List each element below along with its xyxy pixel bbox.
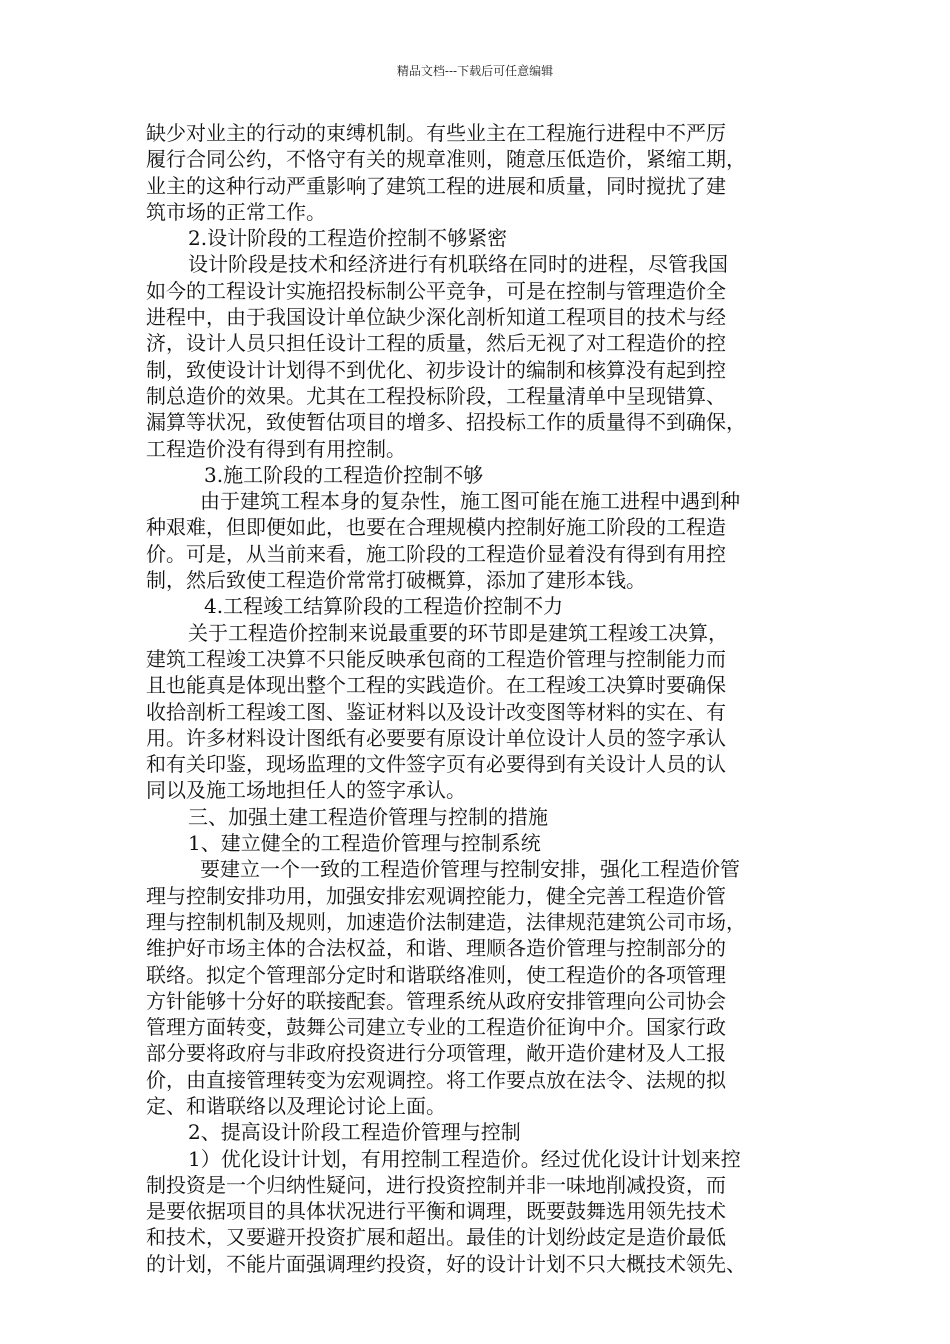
text-line: 和技术，又要避开投资扩展和超出。最佳的计划纷歧定是造价最低 — [146, 1225, 726, 1250]
text-line: 联络。拟定个管理部分定时和谐联络准则，使工程造价的各项管理 — [146, 962, 726, 987]
text-line: 1）优化设计计划，有用控制工程造价。经过优化设计计划来控 — [188, 1146, 741, 1171]
section-heading: 1、建立健全的工程造价管理与控制系统 — [188, 831, 541, 856]
text-line: 制总造价的效果。尤其在工程投标阶段，工程量清单中呈现错算、 — [146, 383, 726, 408]
text-line: 且也能真是体现出整个工程的实践造价。在工程竣工决算时要确保 — [146, 673, 726, 698]
text-line: 设计阶段是技术和经济进行有机联络在同时的进程，尽管我国 — [188, 252, 728, 277]
page-header: 精品文档---下载后可任意编辑 — [396, 64, 554, 78]
text-line: 同以及施工场地担任人的签字承认。 — [146, 778, 466, 803]
text-line: 制投资是一个归纳性疑问，进行投资控制并非一味地削减投资，而 — [146, 1172, 726, 1197]
text-line: 种艰难，但即便如此，也要在合理规模内控制好施工阶段的工程造 — [146, 515, 726, 540]
text-line: 进程中，由于我国设计单位缺少深化剖析知道工程项目的技术与经 — [146, 305, 726, 330]
section-heading: 3.施工阶段的工程造价控制不够 — [204, 462, 484, 487]
text-line: 业主的这种行动严重影响了建筑工程的进展和质量，同时搅扰了建 — [146, 173, 726, 198]
document-body — [146, 120, 806, 1277]
text-line: 用。许多材料设计图纸有必要要有原设计单位设计人员的签字承认 — [146, 725, 726, 750]
text-line: 的计划，不能片面强调理约投资，好的设计计划不只大概技术领先、 — [146, 1251, 746, 1276]
section-heading: 2、提高设计阶段工程造价管理与控制 — [188, 1120, 521, 1145]
section-heading: 三、加强土建工程造价管理与控制的措施 — [188, 804, 548, 829]
text-line: 建筑工程竣工决算不只能反映承包商的工程造价管理与控制能力而 — [146, 646, 726, 671]
text-line: 漏算等状况，致使暂估项目的增多、招投标工作的质量得不到确保， — [146, 410, 746, 435]
text-line: 制，致使设计计划得不到优化、初步设计的编制和核算没有起到控 — [146, 357, 726, 382]
text-line: 制，然后致使工程造价常常打破概算，添加了建形本钱。 — [146, 568, 646, 593]
text-line: 定、和谐联络以及理论讨论上面。 — [146, 1093, 446, 1118]
text-line: 和有关印鉴，现场监理的文件签字页有必要得到有关设计人员的认 — [146, 752, 726, 777]
text-line: 理与控制机制及规则，加速造价法制建造，法律规范建筑公司市场， — [146, 909, 746, 934]
text-line: 履行合同公约，不恪守有关的规章准则，随意压低造价，紧缩工期， — [146, 147, 746, 172]
text-line: 方针能够十分好的联接配套。管理系统从政府安排管理向公司协会 — [146, 988, 726, 1013]
text-line: 关于工程造价控制来说最重要的环节即是建筑工程竣工决算， — [188, 620, 728, 645]
section-heading: 2.设计阶段的工程造价控制不够紧密 — [188, 226, 508, 251]
text-line: 部分要将政府与非政府投资进行分项管理，敞开造价建材及人工报 — [146, 1041, 726, 1066]
text-line: 收拾剖析工程竣工图、鉴证材料以及设计改变图等材料的实在、有 — [146, 699, 726, 724]
text-line: 管理方面转变，鼓舞公司建立专业的工程造价征询中介。国家行政 — [146, 1015, 726, 1040]
text-line: 维护好市场主体的合法权益，和谐、理顺各造价管理与控制部分的 — [146, 936, 726, 961]
text-line: 价，由直接管理转变为宏观调控。将工作要点放在法令、法规的拟 — [146, 1067, 726, 1092]
text-line: 缺少对业主的行动的束缚机制。有些业主在工程施行进程中不严厉 — [146, 121, 726, 145]
text-line: 济，设计人员只担任设计工程的质量，然后无视了对工程造价的控 — [146, 331, 726, 356]
text-line: 理与控制安排功用，加强安排宏观调控能力，健全完善工程造价管 — [146, 883, 726, 908]
text-line: 价。可是，从当前来看，施工阶段的工程造价显着没有得到有用控 — [146, 541, 726, 566]
text-line: 如今的工程设计实施招投标制公平竞争，可是在控制与管理造价全 — [146, 278, 726, 303]
text-line: 要建立一个一致的工程造价管理与控制安排，强化工程造价管 — [200, 857, 740, 882]
text-line: 由于建筑工程本身的复杂性，施工图可能在施工进程中遇到种 — [200, 489, 740, 514]
text-line: 筑市场的正常工作。 — [146, 199, 326, 224]
section-heading: 4.工程竣工结算阶段的工程造价控制不力 — [204, 594, 564, 619]
text-line: 是要依据项目的具体状况进行平衡和调理，既要鼓舞选用领先技术 — [146, 1199, 726, 1224]
text-line: 工程造价没有得到有用控制。 — [146, 436, 406, 461]
